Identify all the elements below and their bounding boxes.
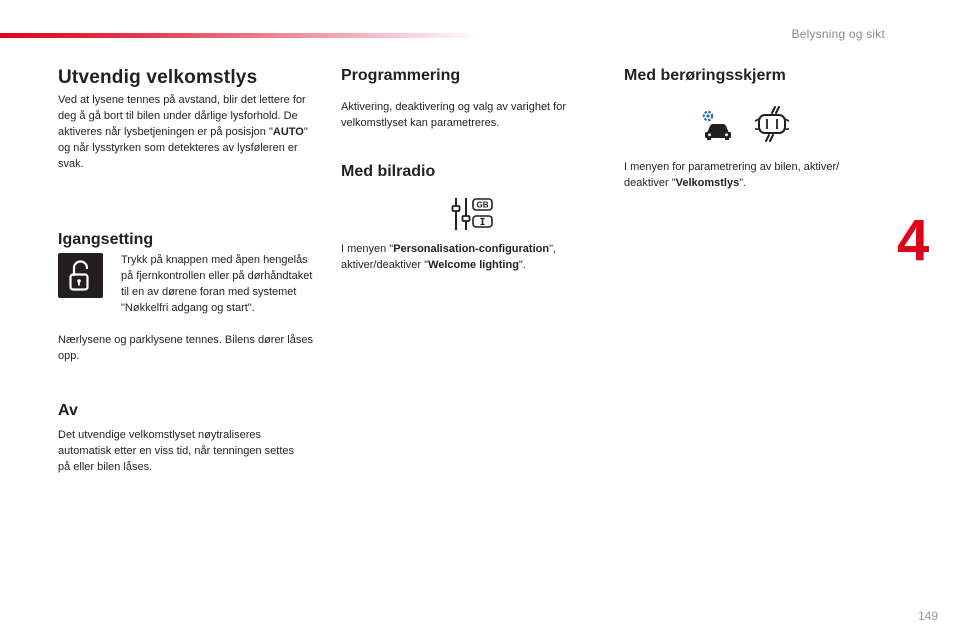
- off-paragraph: Det utvendige velkomstlyset nøytraliseres automatisk etter en viss tid, når tenningen settes på eller bilen låses.: [58, 429, 295, 473]
- touchscreen-paragraph: I menyen for parametrering av bilen, aktiver/ deaktiver "Velkomstlys".: [624, 161, 840, 189]
- chapter-tab-number: 4: [897, 208, 930, 273]
- page-number: 149: [917, 609, 938, 623]
- gb-label: GB: [476, 200, 489, 210]
- exterior-lighting-car-icon: [754, 105, 790, 143]
- option-name-radio: Welcome lighting: [428, 259, 519, 271]
- unlock-button-icon: [58, 253, 103, 298]
- section-title-start: Igangsetting: [58, 231, 154, 248]
- section-title-touchscreen: Med berøringsskjerm: [624, 67, 786, 84]
- car-settings-icon: [699, 106, 735, 142]
- radio-settings-icon: [451, 195, 495, 233]
- top-accent-bar: [0, 33, 480, 38]
- section-title-off: Av: [58, 402, 78, 419]
- start-result: Nærlysene og parklysene tennes. Bilens dører låses opp.: [58, 334, 313, 362]
- section-title-exterior-lighting: Utvendig velkomstlys: [58, 67, 258, 88]
- section-title-radio: Med bilradio: [341, 163, 436, 180]
- radio-paragraph: I menyen "Personalisation-configuration", aktiver/deaktiver "Welcome lighting".: [341, 243, 557, 271]
- intro-paragraph: Ved at lysene tennes på avstand, blir det lettere for deg å gå bort til bilen under dårlige lysforhold. De aktiveres når lysbetjeningen er på posisjon "AUTO" og når lysstyrken som detekteres av lysføleren er svak.: [58, 94, 308, 170]
- start-instruction: Trykk på knappen med åpen hengelås på fjernkontrollen eller på dørhåndtaket til en av dørene foran med systemet "Nøkkelfri adgang og start".: [121, 254, 313, 314]
- menu-name-touchscreen: Velkomstlys: [675, 177, 740, 189]
- auto-keyword: AUTO: [272, 126, 304, 138]
- menu-name-radio: Personalisation-configuration: [393, 243, 550, 255]
- programming-paragraph: Aktivering, deaktivering og valg av varighet for velkomstlyset kan parametreres.: [341, 101, 567, 129]
- section-title-programming: Programmering: [341, 67, 461, 84]
- chapter-title: Belysning og sikt: [791, 27, 885, 41]
